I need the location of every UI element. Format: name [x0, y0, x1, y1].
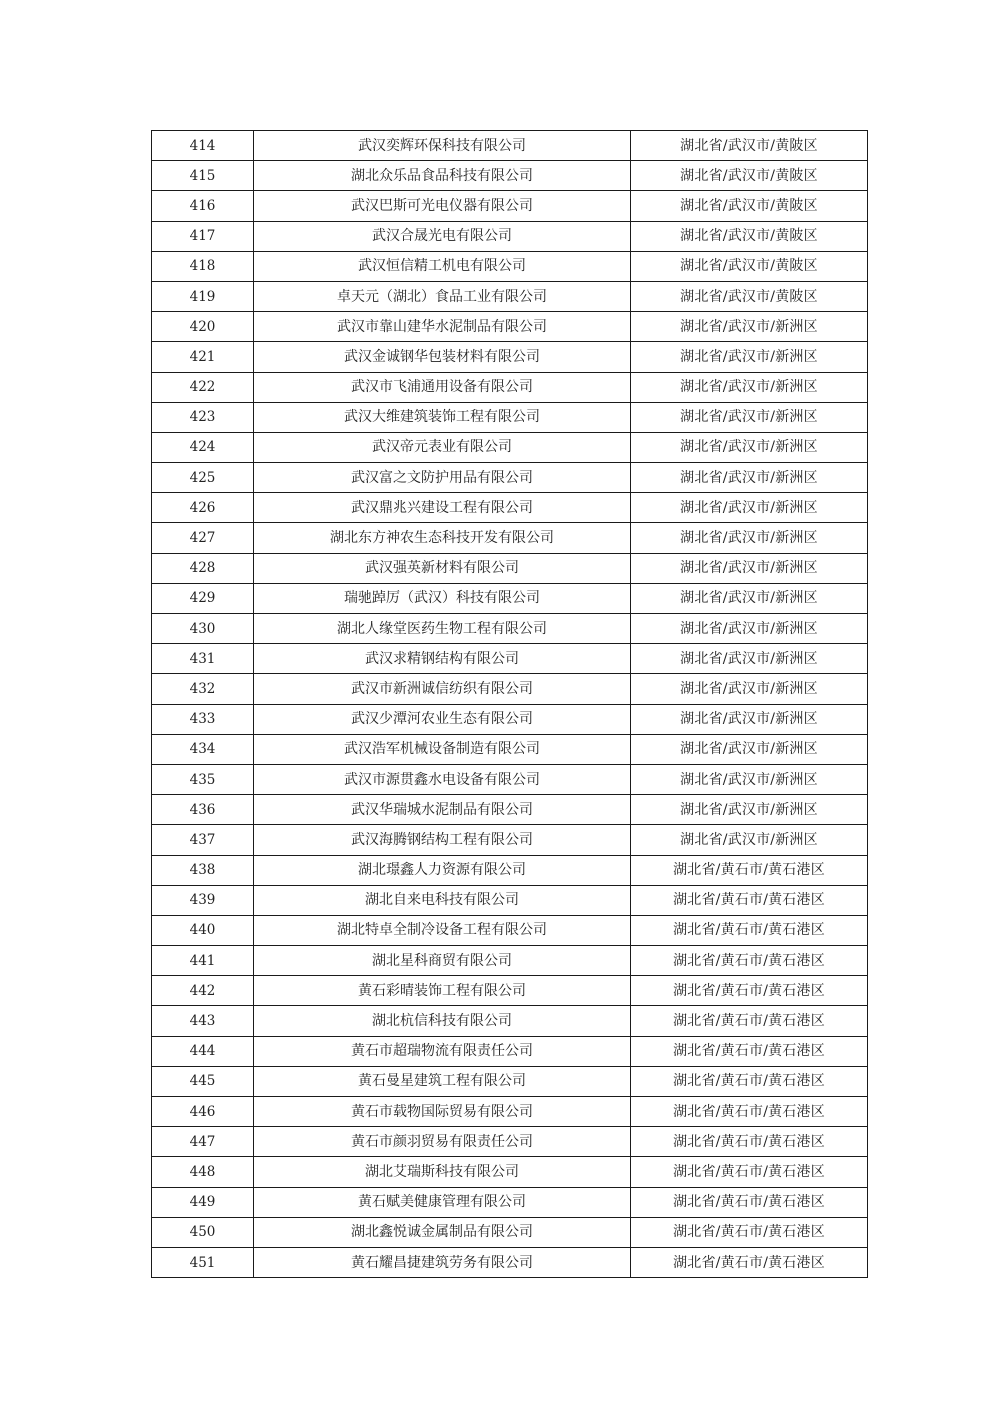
- row-number-cell: 446: [152, 1097, 254, 1127]
- company-name-cell: 黄石耀昌捷建筑劳务有限公司: [254, 1247, 631, 1277]
- region-cell: 湖北省/武汉市/新洲区: [631, 493, 868, 523]
- table-row: [152, 1127, 868, 1157]
- region-cell: 湖北省/黄石市/黄石港区: [631, 976, 868, 1006]
- row-number-cell: 420: [152, 312, 254, 342]
- table-row: [152, 1217, 868, 1247]
- row-number-cell: 447: [152, 1127, 254, 1157]
- company-name-cell: 黄石市载物国际贸易有限公司: [254, 1097, 631, 1127]
- table-row: [152, 342, 868, 372]
- table-row: [152, 1066, 868, 1096]
- region-cell: 湖北省/武汉市/新洲区: [631, 312, 868, 342]
- company-name-cell: 武汉合晟光电有限公司: [254, 221, 631, 251]
- row-number-cell: 445: [152, 1066, 254, 1096]
- company-name-cell: 卓天元（湖北）食品工业有限公司: [254, 281, 631, 311]
- table-row: [152, 493, 868, 523]
- company-list-body: [152, 131, 868, 1278]
- company-name-cell: 武汉帝元表业有限公司: [254, 432, 631, 462]
- region-cell: 湖北省/武汉市/新洲区: [631, 342, 868, 372]
- table-row: [152, 825, 868, 855]
- row-number-cell: 441: [152, 946, 254, 976]
- row-number-cell: 418: [152, 251, 254, 281]
- row-number-cell: 451: [152, 1247, 254, 1277]
- row-number-cell: 422: [152, 372, 254, 402]
- region-cell: 湖北省/武汉市/新洲区: [631, 825, 868, 855]
- table-row: [152, 1187, 868, 1217]
- table-row: [152, 372, 868, 402]
- region-cell: 湖北省/武汉市/新洲区: [631, 644, 868, 674]
- region-cell: 湖北省/武汉市/新洲区: [631, 402, 868, 432]
- region-cell: 湖北省/武汉市/新洲区: [631, 614, 868, 644]
- row-number-cell: 430: [152, 614, 254, 644]
- row-number-cell: 431: [152, 644, 254, 674]
- region-cell: 湖北省/黄石市/黄石港区: [631, 1097, 868, 1127]
- region-cell: 湖北省/黄石市/黄石港区: [631, 1127, 868, 1157]
- company-name-cell: 湖北众乐品食品科技有限公司: [254, 161, 631, 191]
- row-number-cell: 437: [152, 825, 254, 855]
- table-row: [152, 1006, 868, 1036]
- company-name-cell: 武汉市靠山建华水泥制品有限公司: [254, 312, 631, 342]
- region-cell: 湖北省/黄石市/黄石港区: [631, 885, 868, 915]
- table-row: [152, 312, 868, 342]
- table-row: [152, 1036, 868, 1066]
- table-row: [152, 674, 868, 704]
- company-name-cell: 黄石市颜羽贸易有限责任公司: [254, 1127, 631, 1157]
- table-row: [152, 131, 868, 161]
- company-name-cell: 武汉强英新材料有限公司: [254, 553, 631, 583]
- region-cell: 湖北省/黄石市/黄石港区: [631, 855, 868, 885]
- region-cell: 湖北省/武汉市/新洲区: [631, 463, 868, 493]
- region-cell: 湖北省/黄石市/黄石港区: [631, 1066, 868, 1096]
- row-number-cell: 427: [152, 523, 254, 553]
- row-number-cell: 450: [152, 1217, 254, 1247]
- table-row: [152, 734, 868, 764]
- region-cell: 湖北省/武汉市/新洲区: [631, 795, 868, 825]
- region-cell: 湖北省/武汉市/黄陂区: [631, 131, 868, 161]
- table-row: [152, 885, 868, 915]
- region-cell: 湖北省/武汉市/新洲区: [631, 523, 868, 553]
- table-row: [152, 704, 868, 734]
- table-row: [152, 976, 868, 1006]
- row-number-cell: 414: [152, 131, 254, 161]
- company-name-cell: 武汉市源贯鑫水电设备有限公司: [254, 764, 631, 794]
- region-cell: 湖北省/黄石市/黄石港区: [631, 915, 868, 945]
- row-number-cell: 444: [152, 1036, 254, 1066]
- row-number-cell: 443: [152, 1006, 254, 1036]
- company-name-cell: 湖北东方神农生态科技开发有限公司: [254, 523, 631, 553]
- row-number-cell: 424: [152, 432, 254, 462]
- company-name-cell: 武汉大维建筑装饰工程有限公司: [254, 402, 631, 432]
- company-name-cell: 湖北星科商贸有限公司: [254, 946, 631, 976]
- company-name-cell: 湖北璟鑫人力资源有限公司: [254, 855, 631, 885]
- table-row: [152, 463, 868, 493]
- region-cell: 湖北省/黄石市/黄石港区: [631, 1006, 868, 1036]
- region-cell: 湖北省/武汉市/黄陂区: [631, 191, 868, 221]
- table-row: [152, 614, 868, 644]
- company-name-cell: 瑞驰踔厉（武汉）科技有限公司: [254, 583, 631, 613]
- region-cell: 湖北省/武汉市/新洲区: [631, 764, 868, 794]
- table-row: [152, 221, 868, 251]
- table-row: [152, 191, 868, 221]
- region-cell: 湖北省/武汉市/黄陂区: [631, 251, 868, 281]
- table-row: [152, 644, 868, 674]
- row-number-cell: 428: [152, 553, 254, 583]
- row-number-cell: 448: [152, 1157, 254, 1187]
- company-name-cell: 黄石市超瑞物流有限责任公司: [254, 1036, 631, 1066]
- company-name-cell: 武汉市飞浦通用设备有限公司: [254, 372, 631, 402]
- region-cell: 湖北省/黄石市/黄石港区: [631, 1187, 868, 1217]
- company-name-cell: 湖北特卓全制冷设备工程有限公司: [254, 915, 631, 945]
- region-cell: 湖北省/黄石市/黄石港区: [631, 946, 868, 976]
- table-row: [152, 946, 868, 976]
- row-number-cell: 423: [152, 402, 254, 432]
- company-name-cell: 黄石曼星建筑工程有限公司: [254, 1066, 631, 1096]
- company-name-cell: 武汉华瑞城水泥制品有限公司: [254, 795, 631, 825]
- company-name-cell: 武汉少潭河农业生态有限公司: [254, 704, 631, 734]
- region-cell: 湖北省/武汉市/新洲区: [631, 734, 868, 764]
- row-number-cell: 429: [152, 583, 254, 613]
- region-cell: 湖北省/武汉市/黄陂区: [631, 221, 868, 251]
- row-number-cell: 433: [152, 704, 254, 734]
- row-number-cell: 425: [152, 463, 254, 493]
- company-name-cell: 黄石赋美健康管理有限公司: [254, 1187, 631, 1217]
- row-number-cell: 440: [152, 915, 254, 945]
- table-row: [152, 161, 868, 191]
- region-cell: 湖北省/黄石市/黄石港区: [631, 1217, 868, 1247]
- row-number-cell: 419: [152, 281, 254, 311]
- table-row: [152, 1157, 868, 1187]
- company-name-cell: 湖北杭信科技有限公司: [254, 1006, 631, 1036]
- region-cell: 湖北省/武汉市/新洲区: [631, 432, 868, 462]
- region-cell: 湖北省/黄石市/黄石港区: [631, 1036, 868, 1066]
- region-cell: 湖北省/武汉市/新洲区: [631, 553, 868, 583]
- region-cell: 湖北省/黄石市/黄石港区: [631, 1247, 868, 1277]
- row-number-cell: 438: [152, 855, 254, 885]
- company-name-cell: 湖北自来电科技有限公司: [254, 885, 631, 915]
- region-cell: 湖北省/武汉市/新洲区: [631, 583, 868, 613]
- company-name-cell: 黄石彩晴装饰工程有限公司: [254, 976, 631, 1006]
- company-name-cell: 武汉恒信精工机电有限公司: [254, 251, 631, 281]
- row-number-cell: 442: [152, 976, 254, 1006]
- company-name-cell: 武汉浩军机械设备制造有限公司: [254, 734, 631, 764]
- table-row: [152, 432, 868, 462]
- row-number-cell: 449: [152, 1187, 254, 1217]
- region-cell: 湖北省/武汉市/新洲区: [631, 674, 868, 704]
- row-number-cell: 439: [152, 885, 254, 915]
- company-name-cell: 武汉奕辉环保科技有限公司: [254, 131, 631, 161]
- company-list-table: [151, 130, 868, 1278]
- company-name-cell: 武汉求精钢结构有限公司: [254, 644, 631, 674]
- table-row: [152, 251, 868, 281]
- company-name-cell: 武汉富之文防护用品有限公司: [254, 463, 631, 493]
- row-number-cell: 415: [152, 161, 254, 191]
- table-row: [152, 795, 868, 825]
- table-row: [152, 523, 868, 553]
- table-row: [152, 764, 868, 794]
- row-number-cell: 434: [152, 734, 254, 764]
- company-name-cell: 武汉鼎兆兴建设工程有限公司: [254, 493, 631, 523]
- row-number-cell: 421: [152, 342, 254, 372]
- table-row: [152, 855, 868, 885]
- table-row: [152, 553, 868, 583]
- region-cell: 湖北省/武汉市/黄陂区: [631, 281, 868, 311]
- table-row: [152, 583, 868, 613]
- company-name-cell: 湖北艾瑞斯科技有限公司: [254, 1157, 631, 1187]
- row-number-cell: 426: [152, 493, 254, 523]
- region-cell: 湖北省/武汉市/新洲区: [631, 372, 868, 402]
- company-name-cell: 湖北鑫悦诚金属制品有限公司: [254, 1217, 631, 1247]
- row-number-cell: 435: [152, 764, 254, 794]
- region-cell: 湖北省/黄石市/黄石港区: [631, 1157, 868, 1187]
- company-name-cell: 湖北人缘堂医药生物工程有限公司: [254, 614, 631, 644]
- table-row: [152, 915, 868, 945]
- table-row: [152, 281, 868, 311]
- table-row: [152, 1247, 868, 1277]
- company-name-cell: 武汉巴斯可光电仪器有限公司: [254, 191, 631, 221]
- table-row: [152, 402, 868, 432]
- row-number-cell: 417: [152, 221, 254, 251]
- company-name-cell: 武汉金诚钢华包装材料有限公司: [254, 342, 631, 372]
- region-cell: 湖北省/武汉市/新洲区: [631, 704, 868, 734]
- table-row: [152, 1097, 868, 1127]
- row-number-cell: 416: [152, 191, 254, 221]
- region-cell: 湖北省/武汉市/黄陂区: [631, 161, 868, 191]
- row-number-cell: 432: [152, 674, 254, 704]
- company-name-cell: 武汉市新洲诚信纺织有限公司: [254, 674, 631, 704]
- row-number-cell: 436: [152, 795, 254, 825]
- company-name-cell: 武汉海腾钢结构工程有限公司: [254, 825, 631, 855]
